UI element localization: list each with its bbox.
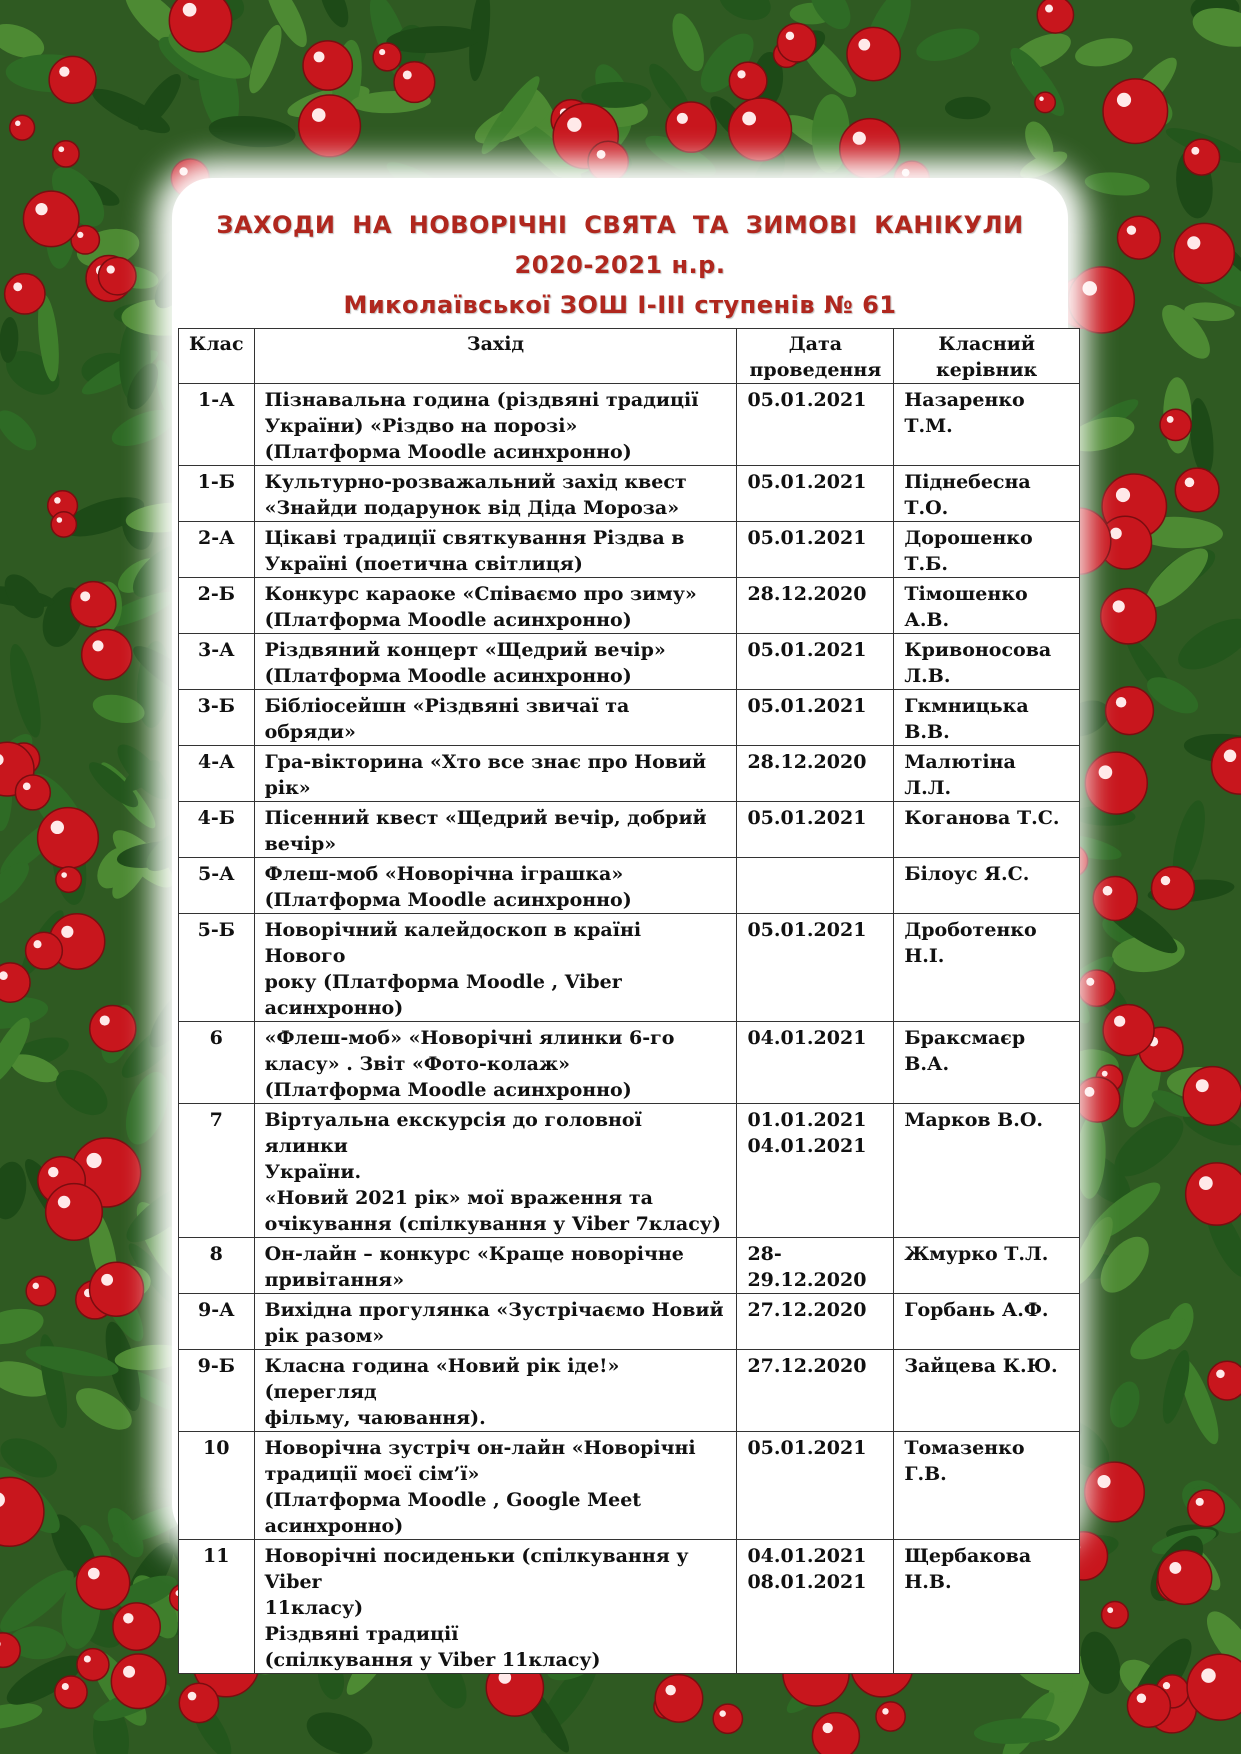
berry-highlight	[597, 150, 606, 159]
berry-highlight	[1199, 1176, 1213, 1190]
red-berry	[713, 1704, 742, 1733]
events-table	[178, 328, 1080, 1674]
class-cell: 2-А	[179, 522, 255, 578]
berry-highlight	[88, 1568, 100, 1580]
class-cell: 9-А	[179, 1294, 255, 1350]
holly-leaf	[314, 0, 354, 31]
teacher-cell: Піднебесна Т.О.	[894, 466, 1080, 522]
red-berry	[179, 1683, 218, 1722]
red-berry	[46, 1184, 103, 1241]
holly-leaf	[4, 641, 47, 739]
class-cell: 4-Б	[179, 802, 255, 858]
berry-highlight	[1185, 478, 1195, 488]
column-header-event: Захід	[254, 329, 737, 384]
class-cell: 6	[179, 1022, 255, 1104]
berry-highlight	[58, 146, 64, 152]
holly-leaf	[0, 404, 43, 457]
red-berry	[77, 1556, 130, 1609]
teacher-cell: Коганова Т.С.	[894, 802, 1080, 858]
red-berry	[1103, 79, 1168, 144]
berry-highlight	[1196, 1079, 1209, 1092]
berry-highlight	[742, 112, 756, 126]
holly-leaf	[1084, 170, 1151, 198]
red-berry	[1075, 1077, 1120, 1122]
red-berry	[1127, 1684, 1170, 1727]
school-year: 2020-2021 н.р.	[514, 251, 726, 279]
red-berry	[777, 23, 816, 62]
red-berry	[55, 1676, 87, 1708]
holly-leaf	[1170, 609, 1241, 680]
date-cell: 28-29.12.2020	[737, 1238, 894, 1294]
table-row	[179, 384, 1080, 466]
date-cell: 05.01.2021	[737, 1432, 894, 1540]
berry-highlight	[32, 1283, 38, 1289]
berry-highlight	[1045, 5, 1053, 13]
holly-leaf	[243, 21, 288, 96]
red-berry	[729, 62, 767, 100]
red-berry	[1035, 92, 1055, 112]
berry-highlight	[179, 167, 187, 175]
berry-highlight	[1099, 765, 1113, 779]
event-cell: Новорічний калейдоскоп в країні Нового року (Платформа Moodle , Viber асинхронно)	[254, 914, 737, 1022]
berry-highlight	[1127, 225, 1136, 234]
red-berry	[373, 43, 401, 71]
red-berry	[5, 274, 45, 314]
teacher-cell: Горбань А.Ф.	[894, 1294, 1080, 1350]
class-cell: 8	[179, 1238, 255, 1294]
red-berry	[812, 1713, 859, 1754]
table-row	[179, 858, 1080, 914]
table-row	[179, 522, 1080, 578]
berry-highlight	[15, 121, 20, 126]
class-cell: 11	[179, 1540, 255, 1674]
teacher-cell: Кривоносова Л.В.	[894, 634, 1080, 690]
red-berry	[1160, 409, 1191, 440]
red-berry	[90, 1262, 144, 1316]
berry-highlight	[23, 782, 31, 790]
class-cell: 10	[179, 1432, 255, 1540]
berry-highlight	[1102, 1071, 1108, 1077]
red-berry	[1085, 1462, 1145, 1522]
red-berry	[394, 62, 435, 103]
date-cell	[737, 858, 894, 914]
event-cell: Віртуальна екскурсія до головної ялинки України. «Новий 2021 рік» мої враження та очікування (спілкування у Viber 7класу)	[254, 1104, 737, 1238]
red-berry	[1037, 0, 1073, 33]
table-row	[179, 1104, 1080, 1238]
red-berry	[56, 867, 82, 893]
red-berry	[588, 141, 628, 181]
teacher-cell: Тімошенко А.В.	[894, 578, 1080, 634]
class-cell: 5-А	[179, 858, 255, 914]
table-row	[179, 466, 1080, 522]
berry-highlight	[123, 1666, 135, 1678]
date-cell: 05.01.2021	[737, 690, 894, 746]
red-berry	[38, 808, 99, 869]
date-cell: 04.01.2021 08.01.2021	[737, 1540, 894, 1674]
berry-highlight	[314, 51, 325, 62]
berry-highlight	[33, 940, 41, 948]
event-cell: Різдвяний концерт «Щедрий вечір» (Платформа Moodle асинхронно)	[254, 634, 737, 690]
berry-highlight	[61, 926, 73, 938]
holly-leaf	[666, 9, 710, 75]
berry-highlight	[62, 1683, 69, 1690]
berry-highlight	[822, 1723, 832, 1733]
date-cell: 28.12.2020	[737, 746, 894, 802]
berry-highlight	[1082, 281, 1097, 296]
red-berry	[1158, 1550, 1212, 1604]
date-cell: 05.01.2021	[737, 384, 894, 466]
holly-leaf	[945, 97, 991, 119]
red-berry	[1106, 687, 1154, 735]
event-cell: Вихідна прогулянка «Зустрічаємо Новий рік разом»	[254, 1294, 737, 1350]
red-berry	[26, 932, 63, 969]
berry-highlight	[312, 108, 326, 122]
red-berry	[1068, 267, 1134, 333]
holly-leaf	[913, 22, 983, 67]
red-berry	[1103, 1005, 1154, 1056]
berry-highlight	[902, 169, 910, 177]
berry-highlight	[858, 39, 870, 51]
berry-highlight	[107, 265, 115, 273]
berry-highlight	[58, 1196, 70, 1208]
event-cell: Конкурс караоке «Співаємо про зиму» (Платформа Moodle асинхронно)	[254, 578, 737, 634]
event-cell: Цікаві традиції святкування Різдва в Україні (поетична світлиця)	[254, 522, 737, 578]
teacher-cell: Марков В.О.	[894, 1104, 1080, 1238]
table-row	[179, 1350, 1080, 1432]
red-berry	[1152, 867, 1195, 910]
berry-highlight	[1196, 1498, 1204, 1506]
red-berry	[655, 1675, 702, 1722]
class-cell: 2-Б	[179, 578, 255, 634]
berry-highlight	[1167, 416, 1174, 423]
berry-highlight	[54, 497, 61, 504]
class-cell: 1-А	[179, 384, 255, 466]
class-cell: 1-Б	[179, 466, 255, 522]
berry-highlight	[1039, 97, 1044, 102]
red-berry	[1183, 1067, 1241, 1126]
class-cell: 7	[179, 1104, 255, 1238]
class-cell: 5-Б	[179, 914, 255, 1022]
red-berry	[666, 102, 716, 152]
date-cell: 01.01.2021 04.01.2021	[737, 1104, 894, 1238]
berry-highlight	[13, 282, 22, 291]
red-berry	[876, 1702, 905, 1731]
holly-leaf	[1073, 34, 1135, 71]
column-header-date: Дата проведення	[737, 329, 894, 384]
berry-highlight	[403, 70, 412, 79]
red-berry	[1175, 468, 1219, 512]
berry-highlight	[188, 1692, 197, 1701]
event-cell: Бібліосейшн «Різдвяні звичаї та обряди»	[254, 690, 737, 746]
berry-highlight	[123, 1613, 133, 1623]
table-row	[179, 578, 1080, 634]
berry-highlight	[1086, 978, 1094, 986]
berry-highlight	[1224, 750, 1236, 762]
berry-highlight	[1085, 1087, 1095, 1097]
teacher-cell: Томазенко Г.В.	[894, 1432, 1080, 1540]
red-berry	[1184, 139, 1220, 175]
event-cell: Пізнавальна година (різдвяні традиції України) «Різдво на порозі» (Платформа Moodle асинхронно)	[254, 384, 737, 466]
red-berry	[1101, 588, 1156, 643]
holly-leaf	[301, 1704, 379, 1754]
page-title: ЗАХОДИ НА НОВОРІЧНІ СВЯТА ТА ЗИМОВІ КАНІКУЛИ	[216, 211, 1024, 239]
berry-highlight	[92, 640, 103, 651]
berry-highlight	[882, 1708, 888, 1714]
red-berry	[840, 119, 900, 179]
teacher-cell: Дроботенко Н.І.	[894, 914, 1080, 1022]
berry-highlight	[853, 132, 866, 145]
event-cell: «Флеш-моб» «Новорічні ялинки 6-го класу» . Звіт «Фото-колаж» (Платформа Moodle асинхронно)	[254, 1022, 737, 1104]
teacher-cell: Щербакова Н.В.	[894, 1540, 1080, 1674]
red-berry	[10, 115, 35, 140]
berry-highlight	[1113, 600, 1125, 612]
teacher-cell: Назаренко Т.М.	[894, 384, 1080, 466]
berry-highlight	[1114, 1016, 1125, 1027]
berry-highlight	[48, 1167, 58, 1177]
berry-highlight	[51, 821, 64, 834]
red-berry	[1188, 1490, 1225, 1527]
berry-highlight	[1116, 697, 1127, 708]
berry-highlight	[677, 113, 688, 124]
column-header-teacher: Класний керівник	[894, 329, 1080, 384]
berry-highlight	[1169, 1562, 1181, 1574]
event-cell: Гра-вікторина «Хто все знає про Новий рік»	[254, 746, 737, 802]
berry-highlight	[86, 1153, 101, 1168]
berry-highlight	[719, 1710, 725, 1716]
table-header-row	[179, 329, 1080, 384]
event-cell: Флеш-моб «Новорічна іграшка» (Платформа Moodle асинхронно)	[254, 858, 737, 914]
table-row	[179, 746, 1080, 802]
red-berry	[729, 98, 792, 161]
berry-highlight	[665, 1685, 675, 1695]
table-row	[179, 690, 1080, 746]
date-cell: 04.01.2021	[737, 1022, 894, 1104]
table-row	[179, 1294, 1080, 1350]
class-cell: 4-А	[179, 746, 255, 802]
berry-highlight	[1161, 876, 1170, 885]
red-berry	[51, 512, 76, 537]
table-row	[179, 1432, 1080, 1540]
red-berry	[82, 630, 132, 680]
red-berry	[26, 1276, 56, 1306]
berry-highlight	[1216, 1370, 1225, 1379]
berry-highlight	[1103, 886, 1113, 896]
holly-leaf	[714, 0, 776, 27]
berry-highlight	[61, 872, 67, 878]
date-cell: 27.12.2020	[737, 1350, 894, 1432]
column-header-class: Клас	[179, 329, 255, 384]
date-cell: 05.01.2021	[737, 802, 894, 858]
berry-highlight	[1137, 1694, 1146, 1703]
class-cell: 3-А	[179, 634, 255, 690]
event-cell: Он-лайн – конкурс «Краще новорічне привітання»	[254, 1238, 737, 1294]
red-berry	[0, 1477, 44, 1546]
event-cell: Класна година «Новий рік іде!» (перегляд фільму, чаювання).	[254, 1350, 737, 1432]
berry-highlight	[1110, 528, 1122, 540]
teacher-cell: Зайцева К.Ю.	[894, 1350, 1080, 1432]
teacher-cell: Дорошенко Т.Б.	[894, 522, 1080, 578]
berry-highlight	[35, 203, 47, 215]
date-cell: 05.01.2021	[737, 466, 894, 522]
red-berry	[53, 141, 79, 167]
berry-highlight	[59, 66, 69, 76]
event-cell: Культурно-розважальний захід квест «Знайди подарунок від Діда Мороза»	[254, 466, 737, 522]
table-row	[179, 1540, 1080, 1674]
date-cell: 05.01.2021	[737, 914, 894, 1022]
teacher-cell: Браксмаєр В.А.	[894, 1022, 1080, 1104]
red-berry	[1078, 970, 1114, 1006]
holly-leaf	[48, 1061, 116, 1125]
event-cell: Пісенний квест «Щедрий вечір, добрий вечір»	[254, 802, 737, 858]
red-berry	[77, 1649, 109, 1681]
holly-leaf	[0, 1303, 47, 1350]
event-cell: Новорічна зустріч он-лайн «Новорічні традиції моєї сім’ї» (Платформа Moodle , Google Meet асинхронно)	[254, 1432, 737, 1540]
red-berry	[303, 41, 352, 90]
red-berry	[1174, 223, 1234, 283]
red-berry	[111, 1654, 165, 1708]
date-cell: 27.12.2020	[737, 1294, 894, 1350]
date-cell: 05.01.2021	[737, 522, 894, 578]
berry-highlight	[1107, 1607, 1113, 1613]
red-berry	[99, 257, 137, 295]
berry-highlight	[100, 1015, 110, 1025]
berry-highlight	[1163, 1682, 1170, 1689]
red-berry	[49, 56, 96, 103]
berry-highlight	[786, 32, 794, 40]
berry-highlight	[1187, 236, 1200, 249]
title-block	[172, 205, 1068, 325]
red-berry	[1208, 1361, 1241, 1400]
berry-highlight	[379, 49, 385, 55]
holly-leaf	[1105, 1378, 1145, 1431]
berry-highlight	[1201, 1668, 1215, 1682]
red-berry	[847, 27, 900, 80]
table-row	[179, 914, 1080, 1022]
berry-highlight	[183, 3, 197, 17]
berry-highlight	[1117, 93, 1131, 107]
teacher-cell: Жмурко Т.Л.	[894, 1238, 1080, 1294]
school-name: Миколаївської ЗОШ І-ІІІ ступенів № 61	[343, 291, 897, 319]
red-berry	[1117, 216, 1160, 259]
table-row	[179, 1238, 1080, 1294]
red-berry	[23, 191, 79, 247]
berry-highlight	[80, 591, 90, 601]
red-berry	[299, 95, 361, 157]
berry-highlight	[101, 1274, 113, 1286]
class-cell: 9-Б	[179, 1350, 255, 1432]
teacher-cell: Гкмницька В.В.	[894, 690, 1080, 746]
date-cell: 05.01.2021	[737, 634, 894, 690]
red-berry	[15, 775, 50, 810]
red-berry	[1186, 1163, 1241, 1225]
berry-highlight	[737, 70, 745, 78]
berry-highlight	[1191, 147, 1199, 155]
holly-leaf	[118, 1066, 177, 1150]
teacher-cell: Білоус Я.С.	[894, 858, 1080, 914]
table-row	[179, 634, 1080, 690]
red-berry	[70, 582, 115, 627]
red-berry	[1102, 1601, 1129, 1628]
red-berry	[90, 1006, 136, 1052]
table-row	[179, 1022, 1080, 1104]
berry-highlight	[567, 118, 581, 132]
red-berry	[1093, 876, 1137, 920]
red-berry	[113, 1603, 160, 1650]
berry-highlight	[1097, 1475, 1110, 1488]
berry-highlight	[84, 1656, 91, 1663]
berry-highlight	[1116, 488, 1130, 502]
berry-highlight	[57, 517, 63, 523]
date-cell: 28.12.2020	[737, 578, 894, 634]
red-berry	[1085, 752, 1147, 814]
event-cell: Новорічні посиденьки (спілкування у Viber 11класу) Різдвяні традиції (спілкування у Viber 11класу)	[254, 1540, 737, 1674]
class-cell: 3-Б	[179, 690, 255, 746]
table-row	[179, 802, 1080, 858]
teacher-cell: Малютіна Л.Л.	[894, 746, 1080, 802]
berry-highlight	[77, 232, 83, 238]
